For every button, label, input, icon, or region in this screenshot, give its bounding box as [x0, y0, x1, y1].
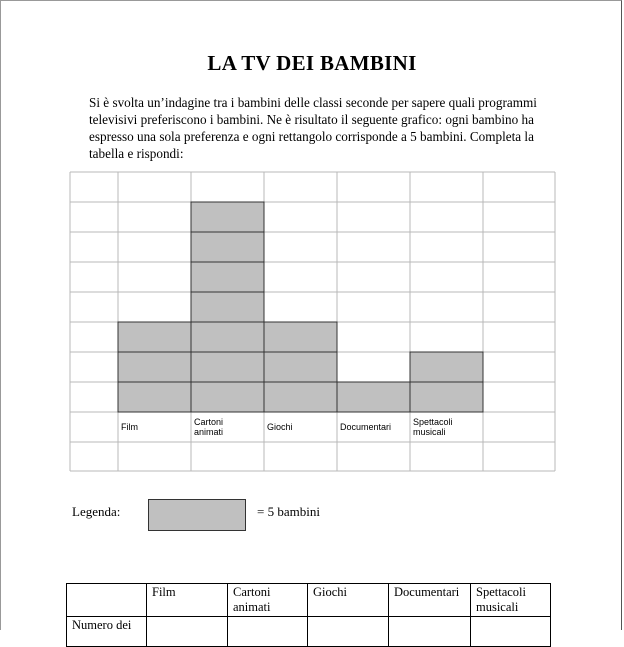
bar-unit-rect: [118, 382, 191, 412]
bar-unit-rect: [410, 382, 483, 412]
table-header-cell: Giochi: [308, 584, 389, 617]
table-header-cell: Documentari: [389, 584, 471, 617]
intro-line: espresso una sola preferenza e ogni rettangolo corrisponde a 5 bambini. Completa la: [89, 129, 534, 144]
table-row: [67, 617, 551, 647]
bar-chart: [1, 1, 624, 631]
table-header-cell: [67, 584, 147, 617]
bar-unit-rect: [191, 382, 264, 412]
table-header-cell: Cartoni animati: [228, 584, 308, 617]
x-tick-label: musicali: [413, 427, 446, 437]
bar-unit-rect: [191, 262, 264, 292]
x-tick-label: Giochi: [267, 422, 293, 432]
legend-swatch: [148, 499, 246, 531]
bar-unit-rect: [264, 352, 337, 382]
legend-value: = 5 bambini: [257, 504, 320, 519]
table-header-row: [67, 584, 551, 617]
table-answer-cell[interactable]: [471, 617, 551, 647]
page-title: LA TV DEI BAMBINI: [207, 51, 417, 75]
bar-unit-rect: [337, 382, 410, 412]
table-row-label: Numero dei: [67, 617, 147, 647]
x-tick-label: Spettacoli: [413, 417, 453, 427]
intro-line: Si è svolta un’indagine tra i bambini delle classi seconde per sapere quali programmi: [89, 95, 537, 110]
intro-line: televisivi preferiscono i bambini. Ne è risultato il seguente grafico: ogni bambino ha: [89, 112, 534, 127]
x-tick-label: Documentari: [340, 422, 392, 432]
bar-unit-rect: [191, 232, 264, 262]
bar-unit-rect: [191, 202, 264, 232]
table-header-cell: Film: [147, 584, 228, 617]
x-tick-label: Film: [121, 422, 138, 432]
bar-unit-rect: [191, 352, 264, 382]
bar-unit-rect: [264, 322, 337, 352]
bar-unit-rect: [118, 322, 191, 352]
answer-table: [66, 583, 551, 647]
x-tick-label: animati: [194, 427, 224, 437]
bar-unit-rect: [191, 292, 264, 322]
bar-unit-rect: [191, 322, 264, 352]
bar-unit-rect: [118, 352, 191, 382]
bar-chart-svg: [1, 1, 624, 631]
legend-label: Legenda:: [72, 504, 121, 519]
table-header-cell: Spettacoli musicali: [471, 584, 551, 617]
table-answer-cell[interactable]: [389, 617, 471, 647]
table-answer-cell[interactable]: [308, 617, 389, 647]
table-answer-cell[interactable]: [147, 617, 228, 647]
bar-unit-rect: [410, 352, 483, 382]
x-tick-label: Cartoni: [194, 417, 224, 427]
table-answer-cell[interactable]: [228, 617, 308, 647]
intro-line: tabella e rispondi:: [89, 146, 184, 161]
bar-unit-rect: [264, 382, 337, 412]
